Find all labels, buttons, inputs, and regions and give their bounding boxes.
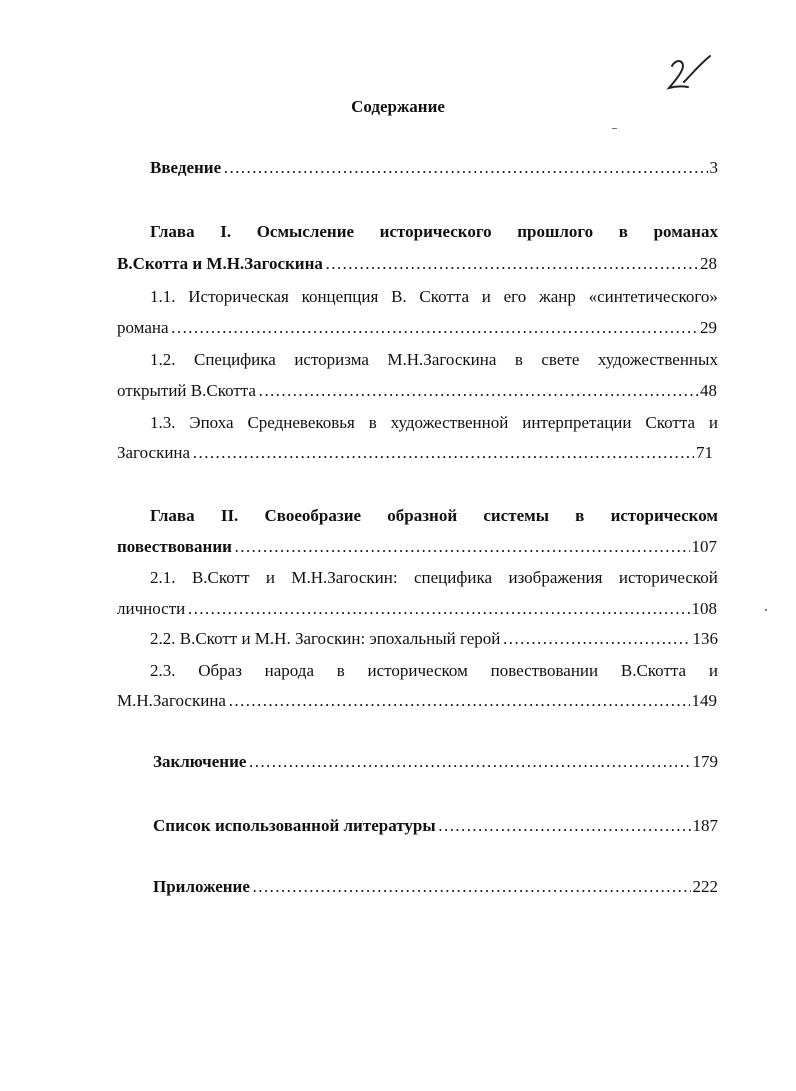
toc-page-number: 71 — [696, 443, 713, 462]
toc-label: В.Скотта и М.Н.Загоскина — [117, 254, 323, 273]
toc-page-number: 29 — [700, 318, 717, 337]
leader-dots — [325, 253, 698, 275]
leader-dots — [228, 690, 690, 712]
toc-page-number: 48 — [700, 381, 717, 400]
toc-label: открытий В.Скотта — [117, 381, 256, 400]
toc-label: Загоскина — [117, 443, 191, 462]
toc-label: романа — [117, 318, 169, 337]
chapter-heading: Глава I. Осмысление исторического прошлого в романах — [150, 222, 718, 241]
leader-dots — [258, 380, 698, 402]
toc-label: 2.2. В.Скотт и М.Н. Загоскин: эпохальный герой — [150, 629, 501, 648]
scan-speck — [612, 128, 617, 129]
toc-entry-section-1-2[interactable] — [117, 380, 717, 402]
toc-page-number: 222 — [692, 877, 718, 896]
section-heading: 2.3. Образ народа в историческом повествовании В.Скотта и — [150, 661, 718, 680]
toc-page-number: 149 — [691, 691, 717, 710]
toc-entry-chapter-1[interactable] — [117, 253, 717, 275]
toc-page-number: 28 — [700, 254, 717, 273]
toc-page-number: 187 — [692, 816, 718, 835]
toc-label: личности — [117, 599, 186, 618]
toc-entry-section-1-3[interactable] — [117, 442, 713, 464]
toc-entry-intro[interactable] — [150, 157, 718, 179]
chapter-heading: Глава II. Своеобразие образной системы в историческом — [150, 506, 718, 525]
toc-entry-appendix[interactable] — [153, 876, 718, 898]
page-title: Содержание — [351, 97, 445, 116]
toc-entry-section-2-3[interactable] — [117, 690, 717, 712]
toc-entry-bibliography[interactable] — [153, 815, 718, 837]
scan-speck — [765, 609, 767, 611]
toc-page-number: 108 — [691, 599, 717, 618]
section-heading: 1.1. Историческая концепция В. Скотта и его жанр «синтетического» — [150, 287, 718, 306]
toc-label: Заключение — [153, 752, 247, 771]
toc-page-number: 179 — [692, 752, 718, 771]
toc-label: повествовании — [117, 537, 232, 556]
toc-page-number: 136 — [692, 629, 718, 648]
section-heading: 1.2. Специфика историзма М.Н.Загоскина в свете художественных — [150, 350, 718, 369]
toc-label: Введение — [150, 158, 222, 177]
toc-label: Список использованной литературы — [153, 816, 436, 835]
leader-dots — [438, 815, 691, 837]
leader-dots — [223, 157, 707, 179]
leader-dots — [248, 751, 690, 773]
toc-label: Приложение — [153, 877, 250, 896]
toc-entry-section-1-1[interactable] — [117, 317, 717, 339]
leader-dots — [187, 598, 689, 620]
toc-entry-chapter-2[interactable] — [117, 536, 717, 558]
leader-dots — [234, 536, 690, 558]
toc-page-number: 3 — [709, 158, 718, 177]
handwritten-page-mark-icon — [664, 52, 714, 96]
section-heading: 2.1. В.Скотт и М.Н.Загоскин: специфика изображения исторической — [150, 568, 718, 587]
toc-entry-conclusion[interactable] — [153, 751, 718, 773]
section-heading: 1.3. Эпоха Средневековья в художественной интерпретации Скотта и — [150, 413, 718, 432]
toc-page-number: 107 — [691, 537, 717, 556]
leader-dots — [502, 628, 690, 650]
leader-dots — [252, 876, 691, 898]
toc-label: М.Н.Загоскина — [117, 691, 226, 710]
toc-entry-section-2-2[interactable] — [150, 628, 718, 650]
leader-dots — [192, 442, 694, 464]
leader-dots — [171, 317, 698, 339]
toc-entry-section-2-1[interactable] — [117, 598, 717, 620]
